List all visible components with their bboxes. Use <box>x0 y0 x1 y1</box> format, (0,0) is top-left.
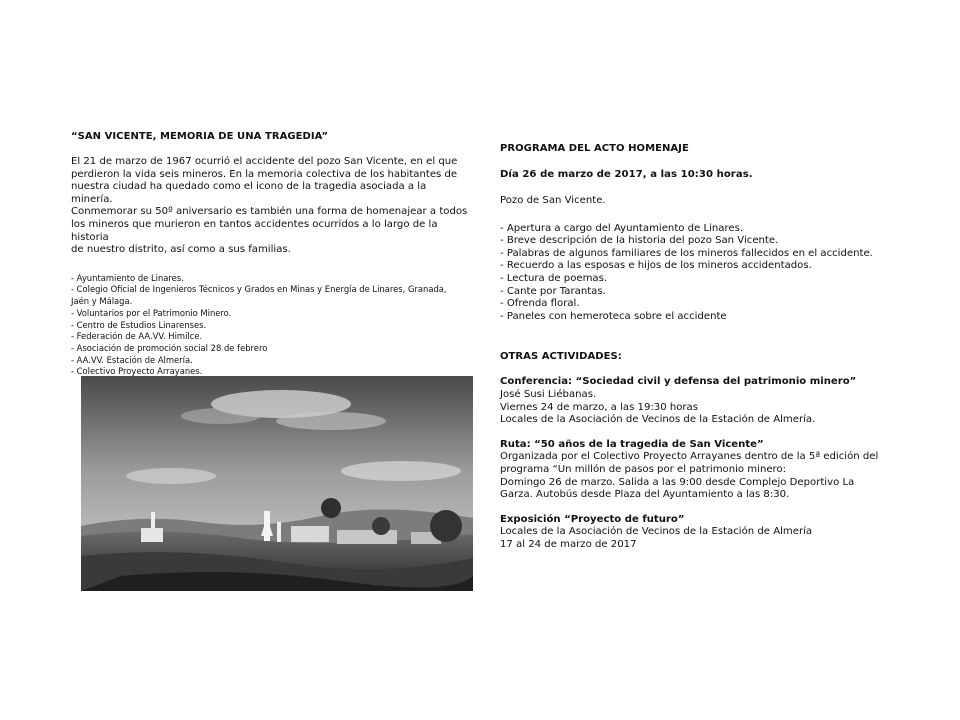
activity-line: Viernes 24 de marzo, a las 19:30 horas <box>500 401 698 413</box>
activity-line: Locales de la Asociación de Vecinos de la Estación de Almería. <box>500 414 816 426</box>
list-item: - Federación de AA.VV. Himilce. <box>71 331 203 342</box>
text-line: El 21 de marzo de 1967 ocurrió el accidente del pozo San Vicente, en el que <box>71 156 458 167</box>
program-list <box>500 223 900 324</box>
activity-title: Ruta: “50 años de la tragedia de San Vicente” <box>500 438 764 450</box>
intro-paragraph-1 <box>71 156 476 206</box>
organizers-list <box>71 273 476 378</box>
list-item: - Voluntarios por el Patrimonio Minero. <box>71 307 232 318</box>
left-column <box>71 131 476 378</box>
text-line: perdieron la vida seis mineros. En la memoria colectiva de los habitantes de <box>71 168 458 180</box>
text-line: Conmemorar su 50º aniversario es también una forma de homenajear a todos <box>71 206 468 218</box>
list-item: - Cante por Tarantas. <box>500 285 606 297</box>
text-line: nuestra ciudad ha quedado como el icono de la tragedia asociada a la <box>71 181 427 193</box>
list-item: Jaén y Málaga. <box>71 296 133 307</box>
activity-exhibition <box>500 514 900 552</box>
list-item: - Lectura de poemas. <box>500 272 608 284</box>
list-item: - Paneles con hemeroteca sobre el accidente <box>500 310 727 322</box>
list-item: - Apertura a cargo del Ayuntamiento de Linares. <box>500 222 744 234</box>
list-item: - Colegio Oficial de Ingenieros Técnicos y Grados en Minas y Energía de Linares, Granada, <box>71 284 447 295</box>
activity-line: Garza. Autobús desde Plaza del Ayuntamiento a las 8:30. <box>500 489 790 501</box>
list-item: - Breve descripción de la historia del pozo San Vicente. <box>500 235 779 247</box>
document-title: “SAN VICENTE, MEMORIA DE UNA TRAGEDIA” <box>71 131 329 142</box>
program-title: PROGRAMA DEL ACTO HOMENAJE <box>500 143 689 154</box>
activity-line: Domingo 26 de marzo. Salida a las 9:00 desde Complejo Deportivo La <box>500 476 855 488</box>
mine-landscape-photo <box>81 376 473 591</box>
event-place: Pozo de San Vicente. <box>500 195 606 206</box>
list-item: - Ofrenda floral. <box>500 298 580 310</box>
activity-line: Locales de la Asociación de Vecinos de la Estación de Almería <box>500 526 813 538</box>
text-line: los mineros que murieron en tantos accidentes ocurridos a lo largo de la historia <box>71 218 438 243</box>
activity-line: José Susi Liébanas. <box>500 388 597 400</box>
list-item: - Colectivo Proyecto Arrayanes. <box>71 366 203 377</box>
intro-paragraph-2 <box>71 206 476 256</box>
event-date: Día 26 de marzo de 2017, a las 10:30 horas. <box>500 169 753 180</box>
activity-line: 17 al 24 de marzo de 2017 <box>500 538 637 550</box>
activity-route <box>500 439 900 502</box>
list-item: - Asociación de promoción social 28 de febrero <box>71 342 268 353</box>
right-column <box>500 143 900 563</box>
activity-conference <box>500 376 900 426</box>
list-item: - AA.VV. Estación de Almería. <box>71 354 193 365</box>
list-item: - Centro de Estudios Linarenses. <box>71 319 207 330</box>
text-line: de nuestro distrito, así como a sus familias. <box>71 244 291 256</box>
activity-line: Organizada por el Colectivo Proyecto Arrayanes dentro de la 5ª edición del <box>500 451 879 463</box>
activity-line: programa “Un millón de pasos por el patrimonio minero: <box>500 463 787 475</box>
other-activities-title: OTRAS ACTIVIDADES: <box>500 351 622 363</box>
list-item: - Ayuntamiento de Linares. <box>71 272 184 283</box>
list-item: - Palabras de algunos familiares de los mineros fallecidos en el accidente. <box>500 247 873 259</box>
list-item: - Recuerdo a las esposas e hijos de los mineros accidentados. <box>500 260 812 272</box>
activity-title: Exposición “Proyecto de futuro” <box>500 513 685 525</box>
activity-title: Conferencia: “Sociedad civil y defensa del patrimonio minero” <box>500 376 857 388</box>
text-line: minería. <box>71 193 113 205</box>
